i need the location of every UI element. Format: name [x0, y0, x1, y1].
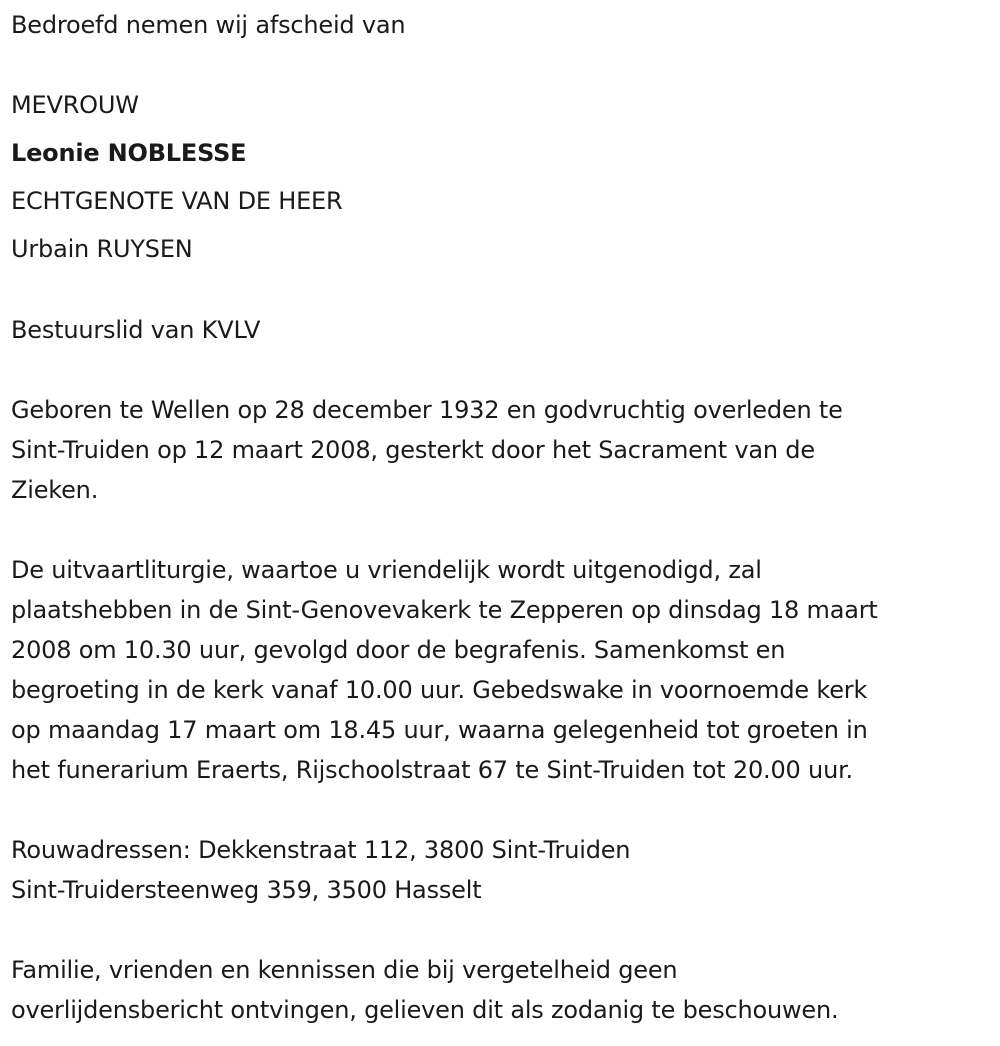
deceased-title: MEVROUW — [11, 91, 139, 119]
closing-line-2: overlijdensbericht ontvingen, gelieven dit als zodanig te beschouwen. — [11, 996, 839, 1024]
funeral-line-2: plaatshebben in de Sint-Genovevakerk te Zepperen op dinsdag 18 maart — [11, 596, 878, 624]
funeral-line-6: het funerarium Eraerts, Rijschoolstraat 67 te Sint-Truiden tot 20.00 uur. — [11, 756, 853, 784]
birth-death-line-1: Geboren te Wellen op 28 december 1932 en godvruchtig overleden te — [11, 396, 843, 424]
birth-death-line-2: Sint-Truiden op 12 maart 2008, gesterkt door het Sacrament van de — [11, 436, 815, 464]
funeral-line-3: 2008 om 10.30 uur, gevolgd door de begrafenis. Samenkomst en — [11, 636, 786, 664]
funeral-line-1: De uitvaartliturgie, waartoe u vriendelijk wordt uitgenodigd, zal — [11, 556, 762, 584]
birth-death-line-3: Zieken. — [11, 476, 99, 504]
closing-line-1: Familie, vrienden en kennissen die bij vergetelheid geen — [11, 956, 678, 984]
spouse-name: Urbain RUYSEN — [11, 235, 193, 263]
intro-text: Bedroefd nemen wij afscheid van — [11, 11, 406, 39]
deceased-name: Leonie NOBLESSE — [11, 139, 247, 167]
funeral-line-5: op maandag 17 maart om 18.45 uur, waarna gelegenheid tot groeten in — [11, 716, 868, 744]
address-line-2: Sint-Truidersteenweg 359, 3500 Hasselt — [11, 876, 482, 904]
address-line-1: Rouwadressen: Dekkenstraat 112, 3800 Sint-Truiden — [11, 836, 631, 864]
spouse-label: ECHTGENOTE VAN DE HEER — [11, 187, 343, 215]
funeral-line-4: begroeting in de kerk vanaf 10.00 uur. Gebedswake in voornoemde kerk — [11, 676, 868, 704]
role-text: Bestuurslid van KVLV — [11, 316, 261, 344]
